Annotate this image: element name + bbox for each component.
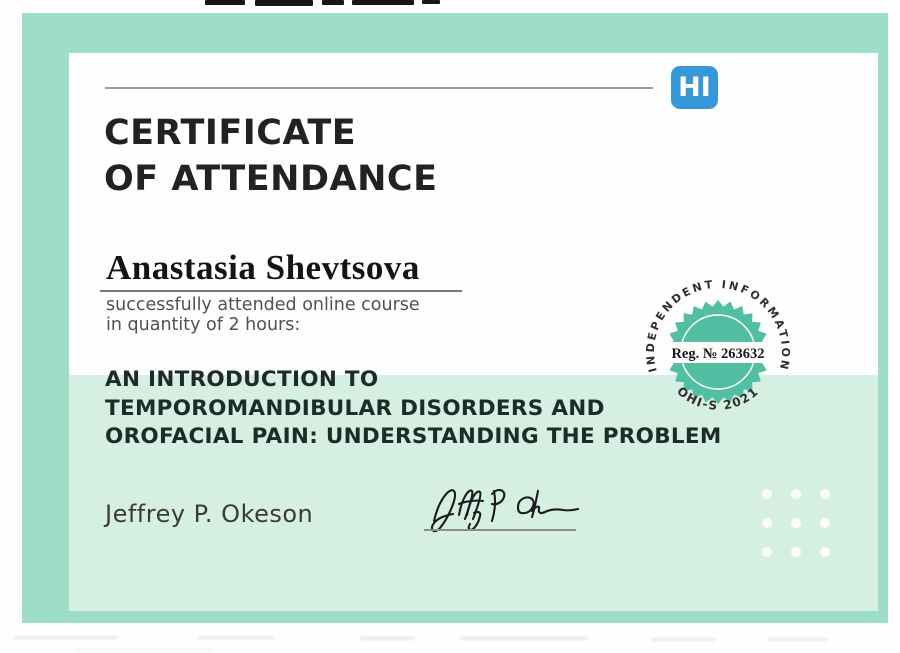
course-title-line3: OROFACIAL PAIN: UNDERSTANDING THE PROBLEM (105, 424, 722, 449)
certificate-title-line2: OF ATTENDANCE (104, 159, 438, 199)
dots-decoration (762, 489, 830, 557)
scan-streak (14, 636, 118, 639)
scan-artifact (205, 0, 245, 5)
signer-name: Jeffrey P. Okeson (105, 500, 314, 528)
recipient-name: Anastasia Shevtsova (106, 248, 420, 287)
certificate-title-line1: CERTIFICATE (104, 113, 357, 153)
hi-logo-text: HI (678, 72, 711, 103)
scan-streak (460, 637, 588, 640)
dot (820, 518, 830, 528)
attendance-description (106, 295, 420, 335)
course-title (105, 366, 722, 452)
scan-artifact (255, 0, 313, 6)
scan-streak (767, 638, 827, 641)
dot (820, 489, 830, 499)
seal-arc-top-text: INDEPENDENT INFORMATION (643, 277, 793, 374)
scan-artifact (422, 0, 440, 4)
dot (762, 547, 772, 557)
scan-artifact (322, 0, 344, 5)
dot (820, 547, 830, 557)
course-title-line1: AN INTRODUCTION TO (105, 367, 379, 392)
seal-arc-bottom-text: OHI-S 2021 (674, 383, 762, 413)
hi-logo (671, 66, 718, 109)
scan-artifact (352, 0, 414, 5)
scan-streak (651, 638, 715, 641)
attendance-description-line2: in quantity of 2 hours: (106, 315, 301, 335)
scan-streak (360, 637, 414, 640)
course-title-line2: TEMPOROMANDIBULAR DISORDERS AND (105, 395, 605, 421)
dot (762, 518, 772, 528)
dot (762, 489, 772, 499)
signature-underline (424, 529, 576, 531)
dot (791, 547, 801, 557)
signature (426, 481, 581, 536)
recipient-name-underline (100, 290, 462, 292)
certificate-title (104, 110, 438, 202)
dot (791, 518, 801, 528)
dot (791, 489, 801, 499)
seal-registration-number: Reg. № 263632 (671, 346, 765, 362)
seal (633, 267, 803, 437)
scan-streak (198, 636, 274, 639)
attendance-description-line1: successfully attended online course (106, 295, 420, 315)
header-rule (105, 87, 653, 89)
scan-streak (76, 648, 212, 651)
